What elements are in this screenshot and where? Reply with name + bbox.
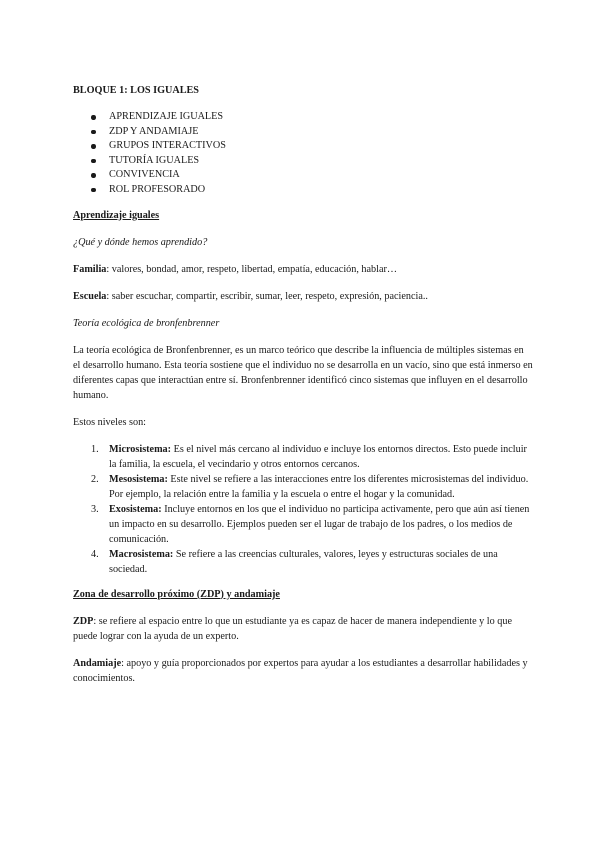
zdp-text: : se refiere al espacio entre lo que un estudiante ya es capaz de hacer de manera independiente y lo que puede lograr con la ayuda de un experto. [73,615,512,642]
level-label: Exosistema: [109,503,162,515]
topic-item: TUTORÍA IGUALES [73,154,533,169]
page-title: BLOQUE 1: LOS IGUALES [73,85,199,96]
topics-list [73,110,533,198]
familia-text: : valores, bondad, amor, respeto, libertad, empatía, educación, hablar… [106,263,398,275]
section-heading-zdp: Zona de desarrollo próximo (ZDP) y andamiaje [73,588,280,600]
level-number: 3. [91,503,99,515]
zdp-label: ZDP [73,615,94,627]
level-item [73,472,533,502]
levels-intro: Estos niveles son: [73,416,147,428]
levels-list [73,442,533,577]
escuela-paragraph [73,289,533,304]
level-number: 2. [91,473,99,485]
level-label: Mesosistema: [109,473,168,485]
topic-item: APRENDIZAJE IGUALES [73,110,533,125]
level-text: Se refiere a las creencias culturales, valores, leyes y estructuras sociales de una sociedad. [109,548,498,575]
zdp-paragraph [73,614,533,644]
document-content [73,83,533,698]
theory-paragraph: La teoría ecológica de Bronfenbrenner, es un marco teórico que describe la influencia de múltiples sistemas en el desarrollo humano. Esta teoría sostiene que el individuo no se desarrolla en un vacío, sino que está inmerso en diferentes capas que interactúan entre sí. Bronfenbrenner identificó cinco sistemas que influyen en el desarrollo humano. [73,344,533,401]
topic-item: CONVIVENCIA [73,168,533,183]
familia-paragraph [73,262,533,277]
level-number: 1. [91,443,99,455]
escuela-text: : saber escuchar, compartir, escribir, sumar, leer, respeto, expresión, paciencia.. [106,290,428,302]
topic-item: ROL PROFESORADO [73,183,533,198]
level-text: Es el nivel más cercano al individuo e incluye los entornos directos. Esto puede incluir la familia, la escuela, el vecindario y otros entornos cercanos. [109,443,527,470]
level-number: 4. [91,548,99,560]
topic-item: ZDP Y ANDAMIAJE [73,125,533,140]
section-heading-aprendizaje: Aprendizaje iguales [73,209,160,221]
andamiaje-label: Andamiaje [73,657,122,669]
level-item [73,502,533,547]
theory-subheading: Teoría ecológica de bronfenbrenner [73,317,220,329]
level-label: Macrosistema: [109,548,174,560]
level-item [73,442,533,472]
topic-item: GRUPOS INTERACTIVOS [73,139,533,154]
andamiaje-paragraph [73,656,533,686]
escuela-label: Escuela [73,290,107,302]
level-label: Microsistema: [109,443,172,455]
level-item [73,547,533,577]
familia-label: Familia [73,263,107,275]
level-text: Incluye entornos en los que el individuo no participa activamente, pero que aún así tienen un impacto en su desarrollo. Ejemplos pueden ser el lugar de trabajo de los padres, o los medios de comunicación. [109,503,530,545]
level-text: Este nivel se refiere a las interacciones entre los diferentes microsistemas del individuo. Por ejemplo, la relación entre la familia y la escuela o entre el hogar y la comunidad. [109,473,529,500]
andamiaje-text: : apoyo y guía proporcionados por expertos para ayudar a los estudiantes a desarrollar habilidades y conocimientos. [73,657,528,684]
question-subheading: ¿Qué y dónde hemos aprendido? [73,236,208,248]
